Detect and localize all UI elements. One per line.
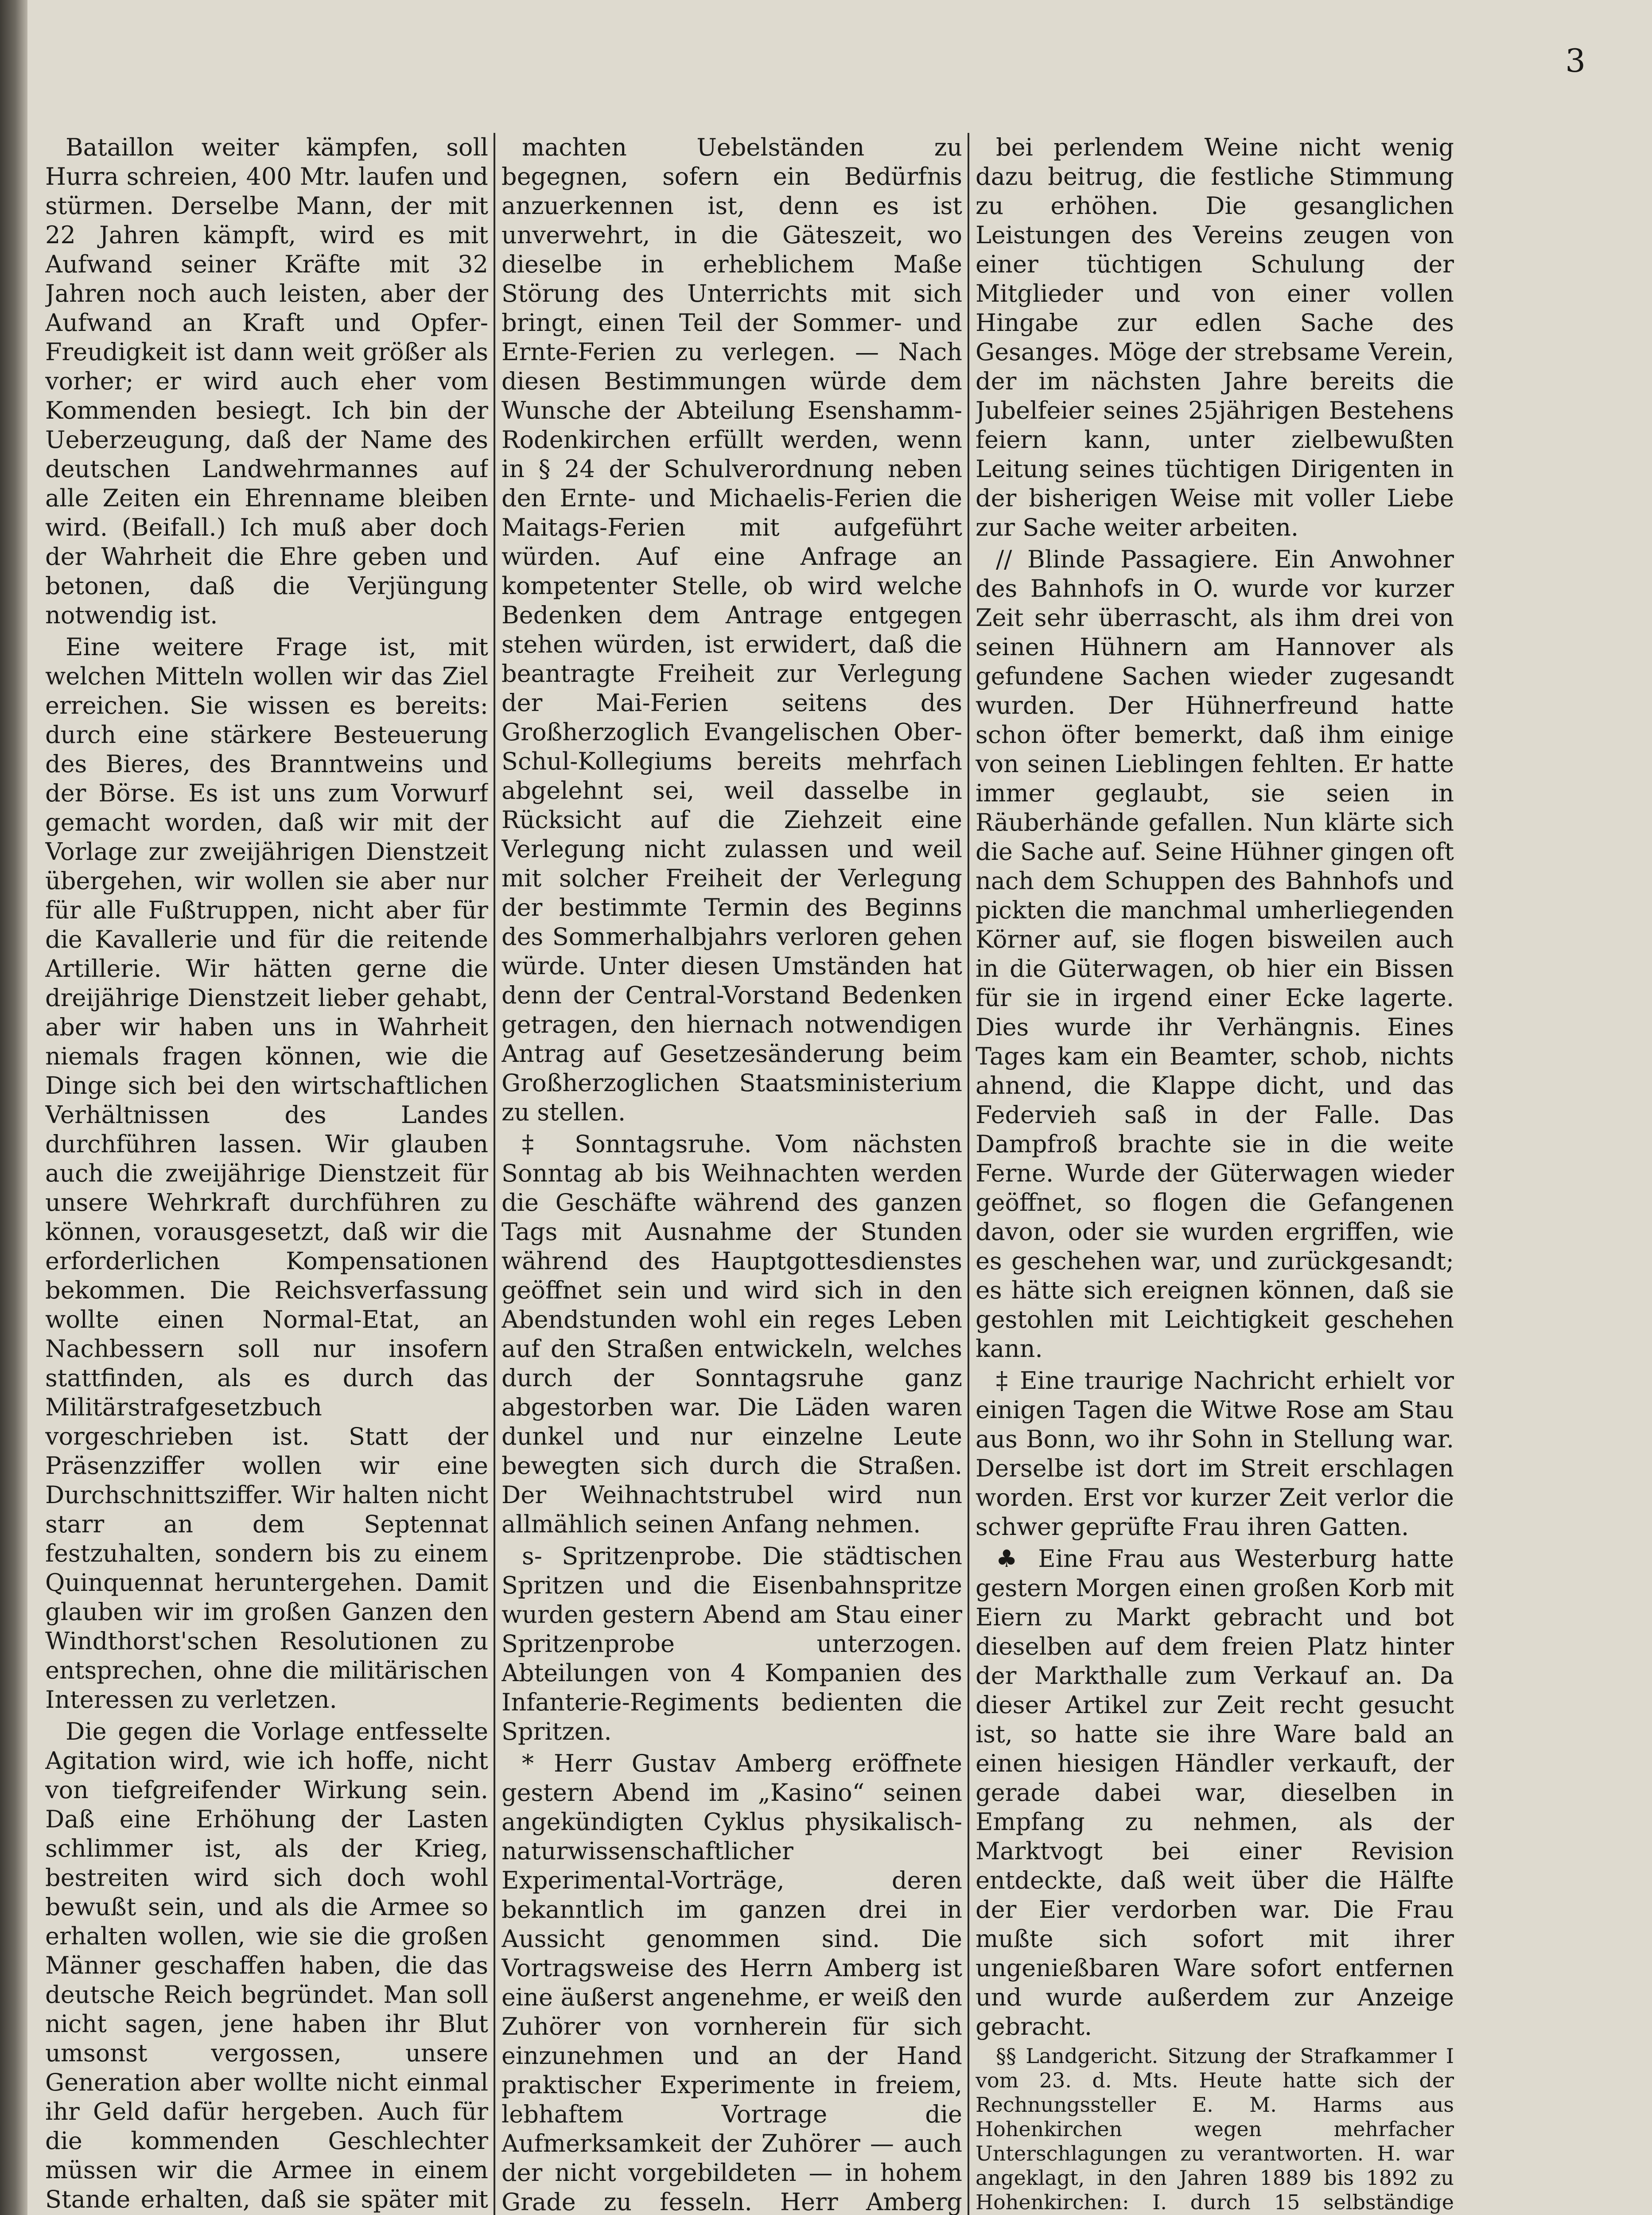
article-paragraph: machten Uebelständen zu begegnen, sofern ein Bedürfnis anzuerkennen ist, denn es ist unverwehrt, in die Gäteszeit, wo dieselbe in erheblichem Maße Störung des Unterrichts mit sich bringt, einen Teil der Sommer- und Ernte-Ferien zu verlegen. — Nach diesen Bestimmungen würde dem Wunsche der Abteilung Esenshamm-Rodenkirchen erfüllt werden, wenn in § 24 der Schulverordnung neben den Ernte- und Michaelis-Ferien die Maitags-Ferien mit aufgeführt würden. Auf eine Anfrage an kompetenter Stelle, ob wird welche Bedenken dem Antrage entgegen stehen würden, ist erwidert, daß die beantragte Freiheit zur Verlegung der Mai-Ferien seitens des Großherzoglich Evangelischen Ober-Schul-Kollegiums bereits mehrfach abgelehnt sei, weil dasselbe in Rücksicht auf die Ziehzeit eine Verlegung nicht zulassen und weil mit solcher Freiheit der Verlegung der bestimmte Termin des Beginns des Sommerhalbjahrs verloren gehen würde. Unter diesen Umständen hat denn der Central-Vorstand Bedenken getragen, den hiernach notwendigen Antrag auf Gesetzesänderung beim Großherzoglichen Staatsministerium zu stellen. xyxy=(501,133,962,1126)
article-paragraph: Eine weitere Frage ist, mit welchen Mitteln wollen wir das Ziel erreichen. Sie wissen es bereits: durch eine stärkere Besteuerung des Bieres, des Branntweins und der Börse. Es ist uns zum Vorwurf gemacht worden, daß wir mit der Vorlage zur zweijährigen Dienstzeit übergehen, wir wollen sie aber nur für alle Fußtruppen, nicht aber für die Kavallerie und für die reitende Artillerie. Wir hätten gerne die dreijährige Dienstzeit lieber gehabt, aber wir haben uns in Wahrheit niemals fragen können, wie die Dinge sich bei den wirtschaftlichen Verhältnissen des Landes durchführen lassen. Wir glauben auch die zweijährige Dienstzeit für unsere Wehrkraft durchführen zu können, vorausgesetzt, daß wir die erforderlichen Kompensationen bekommen. Die Reichsverfassung wollte einen Normal-Etat, an Nachbessern soll nur insofern stattfinden, als es durch das Militärstrafgesetzbuch vorgeschrieben ist. Statt der Präsenzziffer wollen wir eine Durchschnittsziffer. Wir halten nicht starr an dem Septennat festzuhalten, sondern bis zu einem Quinquennat heruntergehen. Damit glauben wir im großen Ganzen den Windthorst'schen Resolutionen zu entsprechen, ohne die militärischen Interessen zu verletzen. xyxy=(45,633,488,1714)
article-paragraph: // Blinde Passagiere. Ein Anwohner des Bahnhofs in O. wurde vor kurzer Zeit sehr überrascht, als ihm drei von seinen Hühnern am Hannover als gefundene Sachen wieder zugesandt wurden. Der Hühnerfreund hatte schon öfter bemerkt, daß ihm einige von seinen Lieblingen fehlten. Er hatte immer geglaubt, sie seien in Räuberhände gefallen. Nun klärte sich die Sache auf. Seine Hühner gingen oft nach dem Schuppen des Bahnhofs und pickten die manchmal umherliegenden Körner auf, sie flogen bisweilen auch in die Güterwagen, ob hier ein Bissen für sie in irgend einer Ecke lagerte. Dies wurde ihr Verhängnis. Eines Tages kam ein Beamter, schob, nichts ahnend, die Klappe dicht, und das Federvieh saß in der Falle. Das Dampfroß brachte sie in die weite Ferne. Wurde der Güterwagen wieder geöffnet, so flogen die Gefangenen davon, oder sie wurden ergriffen, wie es geschehen war, und zurückgesandt; es hätte sich ereignen können, daß sie gestohlen mit Leichtigkeit geschehen kann. xyxy=(976,545,1454,1363)
column-3 xyxy=(976,133,1454,2215)
article-paragraph: Die gegen die Vorlage entfesselte Agitation wird, wie ich hoffe, nicht von tiefgreifender Wirkung sein. Daß eine Erhöhung der Lasten schlimmer ist, als der Krieg, bestreiten wird sich doch wohl bewußt sein, und als die Armee so erhalten wollen, wie sie die großen Männer geschaffen haben, die das deutsche Reich begründet. Man soll nicht sagen, jene haben ihr Blut umsonst vergossen, unsere Generation aber wollte nicht einmal ihr Geld dafür hergeben. Auch für die kommenden Geschlechter müssen wir die Armee in einem Stande erhalten, daß sie später mit xyxy=(45,1718,488,2213)
column-rule xyxy=(494,133,495,2215)
court-report: §§ Landgericht. Sitzung der Strafkammer I vom 23. d. Mts. Heute hatte sich der Rechnungssteller E. M. Harms aus Hohenkirchen wegen mehrfacher Unterschlagungen zu verantworten. H. war angeklagt, in den Jahren 1889 bis 1892 zu Hohenkirchen: I. durch 15 selbständige xyxy=(976,2044,1454,2214)
page-number: 3 xyxy=(1565,42,1586,79)
article-paragraph: s- Spritzenprobe. Die städtischen Spritzen und die Eisenbahnspritze wurden gestern Abend am Stau einer Spritzenprobe unterzogen. Abteilungen von 4 Kompanien des Infanterie-Regiments bedienten die Spritzen. xyxy=(501,1542,962,1745)
newspaper-page xyxy=(27,0,1652,2215)
column-1 xyxy=(45,133,488,2215)
article-paragraph: ‡ Sonntagsruhe. Vom nächsten Sonntag ab bis Weihnachten werden die Geschäfte während des ganzen Tags mit Ausnahme der Stunden während des Hauptgottesdienstes geöffnet sein und wird sich in den Abendstunden wohl ein reges Leben auf den Straßen entwickeln, welches durch der Sonntagsruhe ganz abgestorben war. Die Läden waren dunkel und nur einzelne Leute bewegten sich durch die Straßen. Der Weihnachtstrubel wird nun allmählich seinen Anfang nehmen. xyxy=(501,1130,962,1538)
column-2 xyxy=(501,133,962,2215)
article-paragraph: * Herr Gustav Amberg eröffnete gestern Abend im „Kasino“ seinen angekündigten Cyklus physikalisch-naturwissenschaftlicher Experimental-Vorträge, deren bekanntlich im ganzen drei in Aussicht genommen sind. Die Vortragsweise des Herrn Amberg ist eine äußerst angenehme, er weiß den Zuhörer von vornherein für sich einzunehmen und an der Hand praktischer Experimente in freiem, lebhaftem Vortrage die Aufmerksamkeit der Zuhörer — auch der nicht vorgebildeten — in hohem Grade zu fesseln. Herr Amberg xyxy=(501,1749,962,2215)
article-paragraph: bei perlendem Weine nicht wenig dazu beitrug, die festliche Stimmung zu erhöhen. Die gesanglichen Leistungen des Vereins zeugen von einer tüchtigen Schulung der Mitglieder und von einer vollen Hingabe zur edlen Sache des Gesanges. Möge der strebsame Verein, der im nächsten Jahre bereits die Jubelfeier seines 25jährigen Bestehens feiern kann, unter zielbewußten Leitung seines tüchtigen Dirigenten in der bisherigen Weise mit voller Liebe zur Sache weiter arbeiten. xyxy=(976,133,1454,541)
article-paragraph: ♣ Eine Frau aus Westerburg hatte gestern Morgen einen großen Korb mit Eiern zu Markt gebracht und bot dieselben auf dem freien Platz hinter der Markthalle zum Verkauf an. Da dieser Artikel zur Zeit recht gesucht ist, so hatte sie ihre Ware bald an einen hiesigen Händler verkauft, der gerade dabei war, dieselben in Empfang zu nehmen, als der Marktvogt bei einer Revision entdeckte, daß weit über die Hälfte der Eier verdorben war. Die Frau mußte sich sofort mit ihrer ungenießbaren Ware sofort entfernen und wurde außerdem zur Anzeige gebracht. xyxy=(976,1545,1454,2040)
article-paragraph: Bataillon weiter kämpfen, soll Hurra schreien, 400 Mtr. laufen und stürmen. Derselbe Mann, der mit 22 Jahren kämpft, wird es mit Aufwand seiner Kräfte mit 32 Jahren noch auch leisten, aber der Aufwand an Kraft und Opfer-Freudigkeit ist dann weit größer als vorher; er wird auch eher vom Kommenden besiegt. Ich bin der Ueberzeugung, daß der Name des deutschen Landwehrmannes auf alle Zeiten ein Ehrenname bleiben wird. (Beifall.) Ich muß aber doch der Wahrheit die Ehre geben und betonen, daß die Verjüngung notwendig ist. xyxy=(45,133,488,629)
article-paragraph: ‡ Eine traurige Nachricht erhielt vor einigen Tagen die Witwe Rose am Stau aus Bonn, wo ihr Sohn in Stellung war. Derselbe ist dort im Streit erschlagen worden. Erst vor kurzer Zeit verlor die schwer geprüfte Frau ihren Gatten. xyxy=(976,1367,1454,1541)
book-gutter xyxy=(0,0,27,2215)
column-rule xyxy=(968,133,969,2215)
